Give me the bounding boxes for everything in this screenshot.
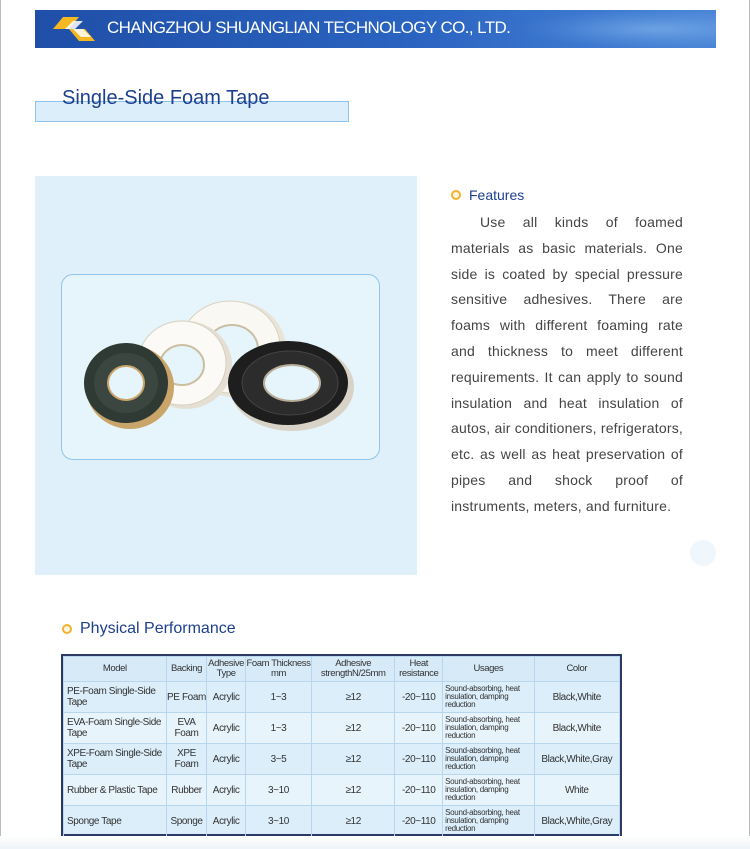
- product-photo: [61, 274, 380, 460]
- bullet-icon: [62, 624, 72, 634]
- cell-backing: XPE Foam: [166, 744, 207, 775]
- cell-usages: Sound-absorbing, heat insulation, damping reduction: [443, 806, 534, 837]
- foam-tape-rolls-image: [62, 275, 379, 459]
- cell-adhesive: Acrylic: [207, 806, 246, 837]
- performance-table: [61, 654, 622, 836]
- cell-backing: EVA Foam: [166, 713, 207, 744]
- cell-adhesive: Acrylic: [207, 775, 246, 806]
- cell-color: Black,White: [534, 682, 619, 713]
- product-photo-panel: [35, 176, 417, 575]
- cell-model: XPE-Foam Single-Side Tape: [64, 744, 167, 775]
- performance-heading: [62, 620, 236, 638]
- cell-strength: ≥12: [312, 744, 395, 775]
- bullet-icon: [451, 190, 461, 200]
- cell-color: Black,White,Gray: [534, 744, 619, 775]
- column-header: Backing: [166, 657, 207, 682]
- cell-thickness: 3~10: [245, 806, 311, 837]
- cell-backing: Sponge: [166, 806, 207, 837]
- column-header: Adhesive strengthN/25mm: [312, 657, 395, 682]
- cell-strength: ≥12: [312, 682, 395, 713]
- features-title: Features: [469, 187, 525, 203]
- cell-strength: ≥12: [312, 713, 395, 744]
- table-row: [64, 682, 620, 713]
- cell-usages: Sound-absorbing, heat insulation, damping reduction: [443, 713, 534, 744]
- column-header: Color: [534, 657, 619, 682]
- column-header: Model: [64, 657, 167, 682]
- cell-color: Black,White: [534, 713, 619, 744]
- cell-strength: ≥12: [312, 806, 395, 837]
- cell-thickness: 1~3: [245, 682, 311, 713]
- table-row: [64, 744, 620, 775]
- cell-model: EVA-Foam Single-Side Tape: [64, 713, 167, 744]
- column-header: Usages: [443, 657, 534, 682]
- page-title: Single-Side Foam Tape: [62, 87, 270, 109]
- cell-adhesive: Acrylic: [207, 713, 246, 744]
- table-row: [64, 713, 620, 744]
- cell-thickness: 3~5: [245, 744, 311, 775]
- globe-graphic: [516, 10, 716, 48]
- company-logo-icon: [49, 13, 99, 45]
- header-banner: [35, 10, 716, 48]
- column-header: Foam Thickness mm: [245, 657, 311, 682]
- column-header: Adhesive Type: [207, 657, 246, 682]
- cell-heat: -20~110: [395, 744, 443, 775]
- cell-model: PE-Foam Single-Side Tape: [64, 682, 167, 713]
- decorative-circle: [690, 540, 716, 566]
- cell-heat: -20~110: [395, 682, 443, 713]
- cell-backing: PE Foam: [166, 682, 207, 713]
- cell-strength: ≥12: [312, 775, 395, 806]
- cell-usages: Sound-absorbing, heat insulation, damping reduction: [443, 775, 534, 806]
- column-header: Heat resistance: [395, 657, 443, 682]
- table-row: [64, 775, 620, 806]
- cell-usages: Sound-absorbing, heat insulation, damping reduction: [443, 682, 534, 713]
- bottom-decoration: [0, 836, 750, 849]
- performance-title: Physical Performance: [80, 620, 236, 637]
- features-heading: [451, 187, 524, 203]
- cell-adhesive: Acrylic: [207, 744, 246, 775]
- table-row: [64, 806, 620, 837]
- page-border-left: [0, 0, 1, 849]
- cell-adhesive: Acrylic: [207, 682, 246, 713]
- cell-model: Rubber & Plastic Tape: [64, 775, 167, 806]
- cell-color: White: [534, 775, 619, 806]
- cell-color: Black,White,Gray: [534, 806, 619, 837]
- cell-heat: -20~110: [395, 775, 443, 806]
- cell-model: Sponge Tape: [64, 806, 167, 837]
- cell-thickness: 1~3: [245, 713, 311, 744]
- cell-thickness: 3~10: [245, 775, 311, 806]
- table-header-row: [64, 657, 620, 682]
- cell-heat: -20~110: [395, 713, 443, 744]
- cell-heat: -20~110: [395, 806, 443, 837]
- features-paragraph: Use all kinds of foamed materials as basic materials. One side is coated by special pressure sensitive adhesives. There are foams with different foaming rate and thickness to meet different requirements. It can apply to sound insulation and heat insulation of autos, air conditioners, refrigerators, etc. as well as heat preservation of pipes and shock proof of instruments, meters, and furniture.: [451, 214, 683, 514]
- cell-usages: Sound-absorbing, heat insulation, damping reduction: [443, 744, 534, 775]
- company-name: CHANGZHOU SHUANGLIAN TECHNOLOGY CO., LTD.: [107, 18, 511, 37]
- cell-backing: Rubber: [166, 775, 207, 806]
